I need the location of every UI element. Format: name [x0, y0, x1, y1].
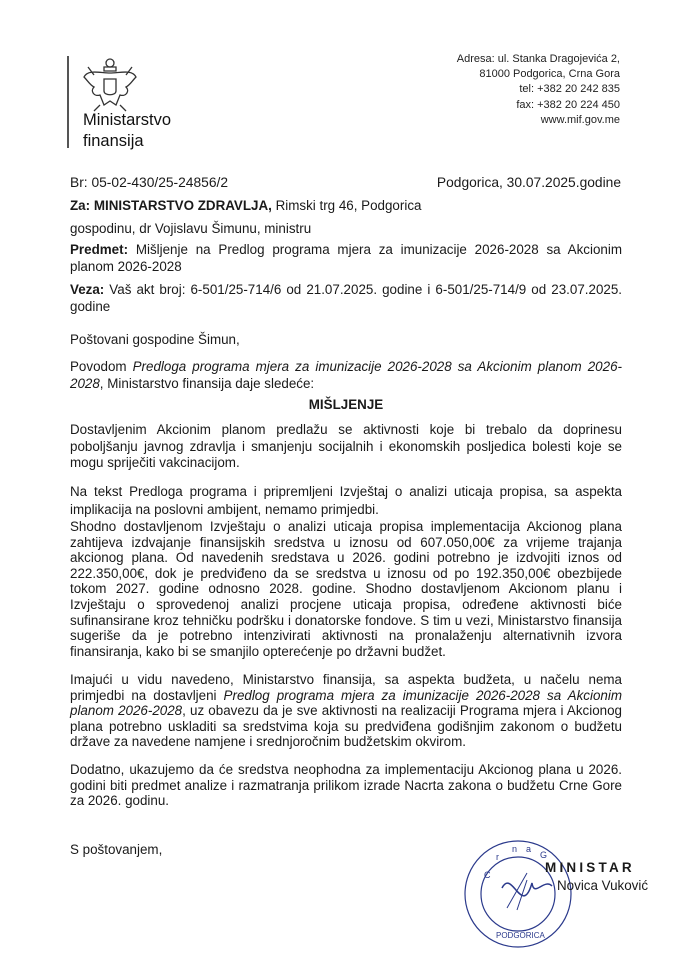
letterhead-divider	[67, 56, 69, 148]
signatory-name: Novica Vuković	[557, 878, 649, 893]
signatory-title: MINISTAR	[545, 860, 635, 875]
address-line: Adresa: ul. Stanka Dragojevića 2,	[456, 53, 620, 65]
svg-text:n: n	[512, 844, 518, 854]
subject-label: Predmet:	[70, 242, 129, 257]
recipient-address: Rimski trg 46, Podgorica	[271, 198, 422, 213]
paragraph-5: Dodatno, ukazujemo da će sredstva neophodna za implementaciju Akcionog plana u 2026. godini biti predmet analize i razmatranja prilikom izrade Nacrta zakona o budžetu Crne Gore za 2026. godinu.	[70, 762, 622, 809]
svg-text:C: C	[484, 870, 491, 880]
intro-paragraph	[70, 359, 622, 392]
recipient-attention: gospodinu, dr Vojislavu Šimunu, ministru	[70, 221, 312, 236]
ministry-name-line1: Ministarstvo	[83, 111, 172, 129]
fax: fax: +382 20 224 450	[516, 98, 620, 111]
opinion-heading: MIŠLJENJE	[308, 397, 384, 412]
salutation: Poštovani gospodine Šimun,	[70, 332, 240, 347]
coat-of-arms-icon	[80, 55, 140, 113]
phone: tel: +382 20 242 835	[519, 83, 620, 96]
ministry-name	[83, 110, 171, 152]
intro-pre: Povodom	[70, 359, 133, 374]
website: www.mif.gov.me	[540, 113, 620, 126]
ministry-address-block	[457, 52, 620, 128]
paragraph-2: Na tekst Predloga programa i pripremljeni Izvještaj o analizi uticaja propisa, sa aspekta implikacija na poslovni ambijent, nemamo primjedbi.	[70, 484, 622, 517]
reference-number: Br: 05-02-430/25-24856/2	[70, 175, 229, 190]
paragraph-3: Shodno dostavljenom Izvještaju o analizi uticaja propisa implementacija Akcionog plana zahtijeva izdvajanje finansijskih sredstva u iznosu od 607.050,00€ za vrijeme trajanja akcionog plana. Od navedenih sredstava u 2026. godini potrebno je izdvojiti iznos od 222.350,00€, dok je predviđeno da se sredstva u iznosu od po 192.350,00€ obezbijede tokom 2027. godine odnosno 2028. godine. Shodno dostavljenom Akcionom planu i Izvještaju o sprovedenoj analizi procjene uticaja propisa, određene aktivnosti biće sufinansirane kroz tehničku podršku i donatorske fondove. S tim u vezi, Ministarstvo finansija sugeriše da je potrebno intenzivirati aktivnosti na pronalaženju alternativnih izvora finansiranja, kako bi se smanjilo opterećenje po državni budžet.	[70, 519, 622, 659]
official-stamp-icon	[462, 838, 574, 950]
svg-text:r: r	[496, 852, 499, 862]
svg-text:PODGORICA: PODGORICA	[496, 931, 545, 940]
address-city: 81000 Podgorica, Crna Gora	[479, 68, 620, 81]
reference-link-line	[70, 282, 622, 315]
subject-line	[70, 242, 622, 275]
place-date: Podgorica, 30.07.2025.godine	[436, 175, 621, 190]
intro-italic: Predloga programa mjera za imunizacije 2026-2028 sa Akcionim planom 2026-2028	[70, 359, 622, 391]
recipient-line	[70, 198, 421, 215]
paragraph-4	[70, 672, 622, 750]
ministry-name-line2: finansija	[83, 132, 144, 150]
link-text: Vaš akt broj: 6-501/25-714/6 od 21.07.2025. godine i 6-501/25-714/9 od 23.07.2025. godine	[70, 282, 622, 314]
p4-post: , uz obavezu da je sve aktivnosti na realizaciji Programa mjera i Akcionog plana potrebno uskladiti sa sredstvima koja su predviđena godišnjim zakonom o budžetu države za navedene namjene i srednjoročnim budžetskim okvirom.	[70, 703, 622, 750]
svg-text:G: G	[540, 850, 548, 860]
intro-post: , Ministarstvo finansija daje sledeće:	[99, 375, 315, 391]
svg-text:a: a	[526, 844, 532, 854]
p4-pre: Imajući u vidu navedeno, Ministarstvo finansija, sa aspekta budžeta, u načelu nema primjedbi na dostavljeni	[70, 672, 622, 703]
recipient-name: MINISTARSTVO ZDRAVLJA,	[93, 198, 272, 213]
paragraph-1: Dostavljenim Akcionim planom predlažu se aktivnosti koje bi trebalo da doprinesu poboljšanju javnog zdravlja i smanjenju socijalnih i ekonomskih posljedica bolesti koje se mogu spriječiti vakcinacijom.	[70, 422, 622, 471]
subject-text: Mišljenje na Predlog programa mjera za imunizacije 2026-2028 sa Akcionim planom 2026-2028	[70, 242, 622, 274]
p4-italic: Predlog programa mjera za imunizacije 2026-2028 sa Akcionim planom 2026-2028	[70, 687, 622, 719]
recipient-label: Za:	[70, 198, 91, 213]
closing: S poštovanjem,	[70, 842, 163, 857]
link-label: Veza:	[70, 282, 105, 297]
